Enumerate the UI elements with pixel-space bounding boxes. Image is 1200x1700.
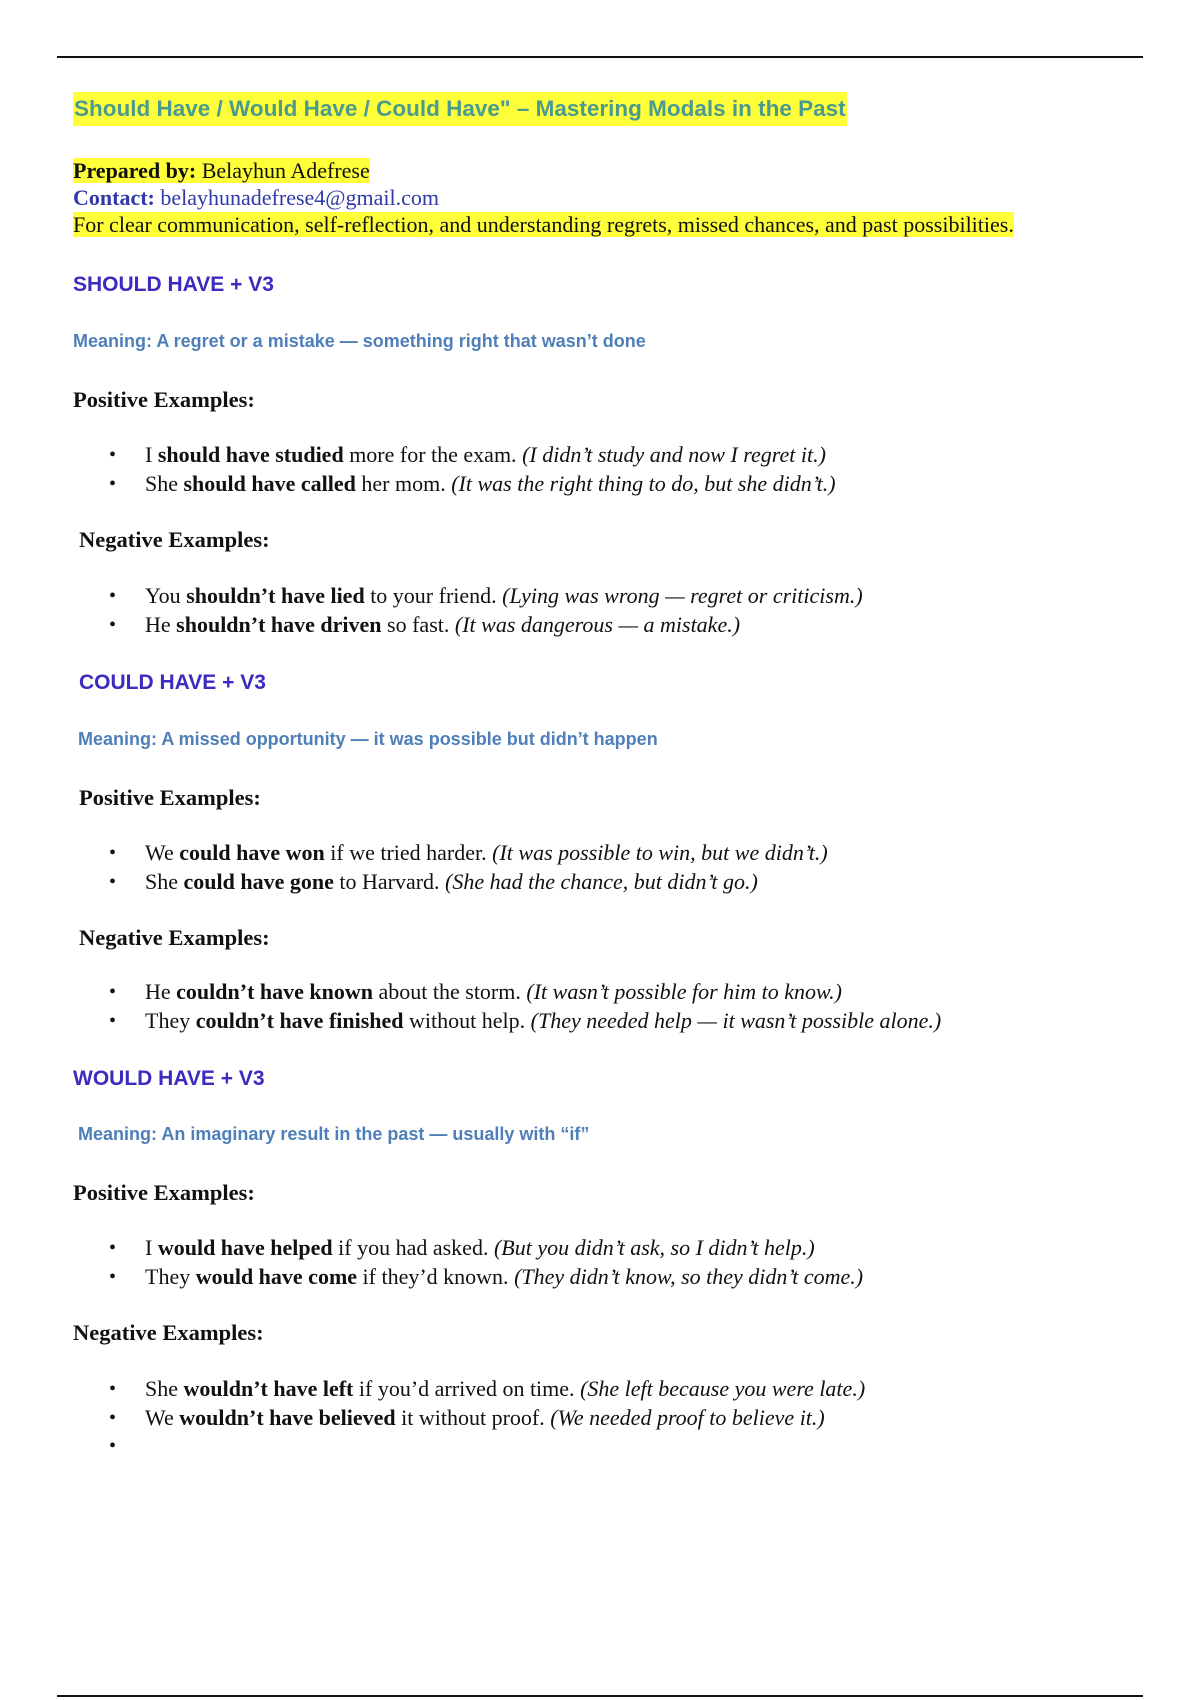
bullet: • (109, 1265, 117, 1288)
purpose-text: For clear communication, self-reflection, and understanding regrets, missed chances, and past possibilities. (73, 212, 1014, 237)
bullet: • (109, 1435, 117, 1457)
negative-examples-heading: Negative Examples: (73, 1320, 264, 1345)
negative-examples-heading: Negative Examples: (79, 527, 270, 552)
example-item: • He couldn’t have known about the storm. (It wasn’t possible for him to know.) (109, 979, 842, 1004)
bullet: • (109, 842, 117, 864)
example-item: • We could have won if we tried harder. (It was possible to win, but we didn’t.) (109, 840, 828, 865)
contact-line (73, 185, 439, 211)
prepared-by-label: Prepared by: (73, 158, 197, 183)
example-item: • I should have studied more for the exam. (I didn’t study and now I regret it.) (109, 442, 826, 467)
bottom-rule (57, 1695, 1143, 1697)
contact-email[interactable]: belayhunadefrese4@gmail.com (160, 185, 440, 210)
bullet: • (109, 1237, 117, 1259)
positive-examples-heading: Positive Examples: (73, 387, 255, 412)
example-item: • She should have called her mom. (It was the right thing to do, but she didn’t.) (109, 470, 836, 496)
example-item-empty (98, 1432, 865, 1461)
contact-label: Contact: (73, 185, 155, 210)
bullet: • (109, 472, 117, 495)
bullet: • (109, 981, 117, 1003)
example-item: • He shouldn’t have driven so fast. (It was dangerous — a mistake.) (109, 611, 741, 637)
section-heading-should: SHOULD HAVE + V3 (73, 273, 274, 296)
top-rule (57, 56, 1143, 58)
positive-example-list (98, 441, 836, 498)
example-item: • They would have come if they’d known. (They didn’t know, so they didn’t come.) (109, 1263, 864, 1289)
example-item: • They couldn’t have finished without help. (They needed help — it wasn’t possible alone.) (109, 1007, 942, 1033)
bullet: • (109, 1406, 117, 1429)
example-item: • She wouldn’t have left if you’d arrived on time. (She left because you were late.) (109, 1376, 866, 1401)
positive-example-list (98, 839, 828, 896)
negative-examples-heading: Negative Examples: (79, 925, 270, 950)
example-item: • We wouldn’t have believed it without proof. (We needed proof to believe it.) (109, 1404, 825, 1430)
negative-example-list (98, 1375, 865, 1461)
example-item: • I would have helped if you had asked. (But you didn’t ask, so I didn’t help.) (109, 1235, 815, 1260)
section-meaning-could: Meaning: A missed opportunity — it was possible but didn’t happen (78, 729, 658, 749)
section-heading-could: COULD HAVE + V3 (79, 671, 266, 694)
bullet: • (109, 1378, 117, 1400)
bullet: • (109, 1009, 117, 1032)
prepared-by-highlight (73, 158, 370, 183)
section-heading-would: WOULD HAVE + V3 (73, 1067, 265, 1090)
example-item: • She could have gone to Harvard. (She had the chance, but didn’t go.) (109, 868, 758, 894)
positive-example-list (98, 1234, 863, 1291)
prepared-by-value: Belayhun Adefrese (201, 158, 370, 183)
purpose-line (73, 212, 1014, 238)
prepared-by-line (73, 158, 370, 184)
bullet: • (109, 444, 117, 466)
negative-example-list (98, 582, 863, 639)
example-item: • You shouldn’t have lied to your friend. (Lying was wrong — regret or criticism.) (109, 583, 863, 608)
negative-example-list (98, 978, 941, 1035)
positive-examples-heading: Positive Examples: (79, 785, 261, 810)
bullet: • (109, 613, 117, 636)
section-meaning-would: Meaning: An imaginary result in the past — usually with “if” (78, 1124, 590, 1144)
section-meaning-should: Meaning: A regret or a mistake — something right that wasn’t done (73, 331, 646, 351)
document-title: Should Have / Would Have / Could Have" – Mastering Modals in the Past (73, 92, 847, 126)
bullet: • (109, 585, 117, 607)
bullet: • (109, 870, 117, 893)
positive-examples-heading: Positive Examples: (73, 1180, 255, 1205)
